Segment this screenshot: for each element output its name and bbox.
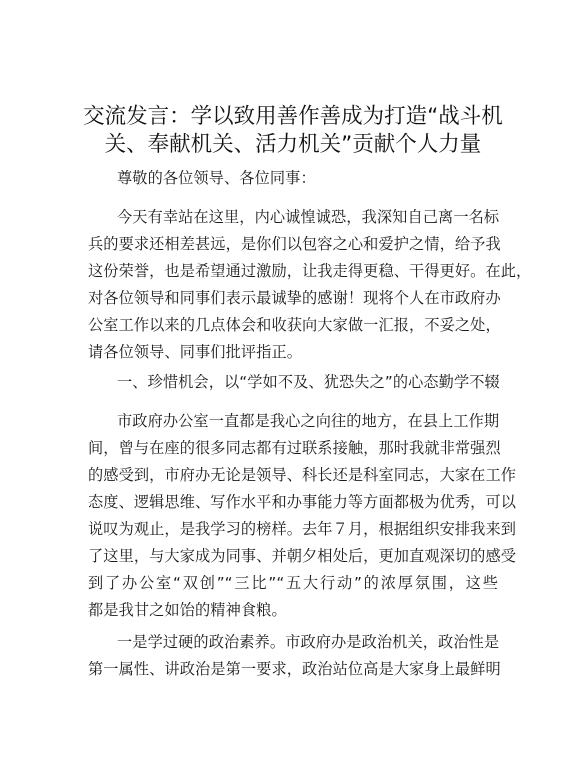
document-title-line-1: 交流发言：学以致用善作善成为打造“战斗机	[83, 104, 503, 129]
paragraph-1-line: 这份荣誉，也是希望通过激励，让我走得更稳、干得更好。在此，	[88, 262, 532, 280]
paragraph-2-line: 市政府办公室一直都是我心之向往的地方，在县上工作期	[117, 412, 500, 430]
paragraph-2-line: 到了办公室“双创”“三比”“五大行动”的浓厚氛围，这些	[88, 574, 498, 592]
paragraph-2-line: 说叹为观止，是我学习的榜样。去年７月，根据组织安排我来到	[88, 520, 517, 538]
paragraph-1-line: 公室工作以来的几点体会和收获向大家做一汇报，不妥之处，	[88, 316, 501, 334]
paragraph-2-line: 间，曾与在座的很多同志都有过联系接触，那时我就非常强烈	[88, 439, 501, 457]
paragraph-1-line: 请各位领导、同事们批评指正。	[88, 343, 303, 361]
document-title-line-2: 关、奉献机关、活力机关”贡献个人力量	[104, 132, 482, 157]
paragraph-3-line: 第一属性、讲政治是第一要求，政治站位高是大家身上最鲜明	[88, 660, 501, 678]
paragraph-1-line: 对各位领导和同事们表示最诚挚的感谢！现将个人在市政府办	[88, 289, 501, 307]
paragraph-3-line: 一是学过硬的政治素养。市政府办是政治机关，政治性是	[117, 633, 500, 651]
paragraph-2-line: 了这里，与大家成为同事、并朝夕相处后，更加直观深切的感受	[88, 547, 517, 565]
paragraph-2-line: 态度、逻辑思维、写作水平和办事能力等方面都极为优秀，可以	[88, 493, 517, 511]
section-heading-1: 一、珍惜机会，以“学如不及、犹恐失之”的心态勤学不辍	[117, 373, 500, 391]
salutation: 尊敬的各位领导、各位同事：	[117, 169, 316, 187]
paragraph-2-line: 都是我甘之如饴的精神食粮。	[88, 601, 287, 619]
paragraph-1-line: 兵的要求还相差甚远，是你们以包容之心和爱护之情，给予我	[88, 235, 501, 253]
paragraph-1-line: 今天有幸站在这里，内心诚惶诚恐，我深知自己离一名标	[117, 208, 500, 226]
paragraph-2-line: 的感受到，市府办无论是领导、科长还是科室同志，大家在工作	[88, 466, 517, 484]
